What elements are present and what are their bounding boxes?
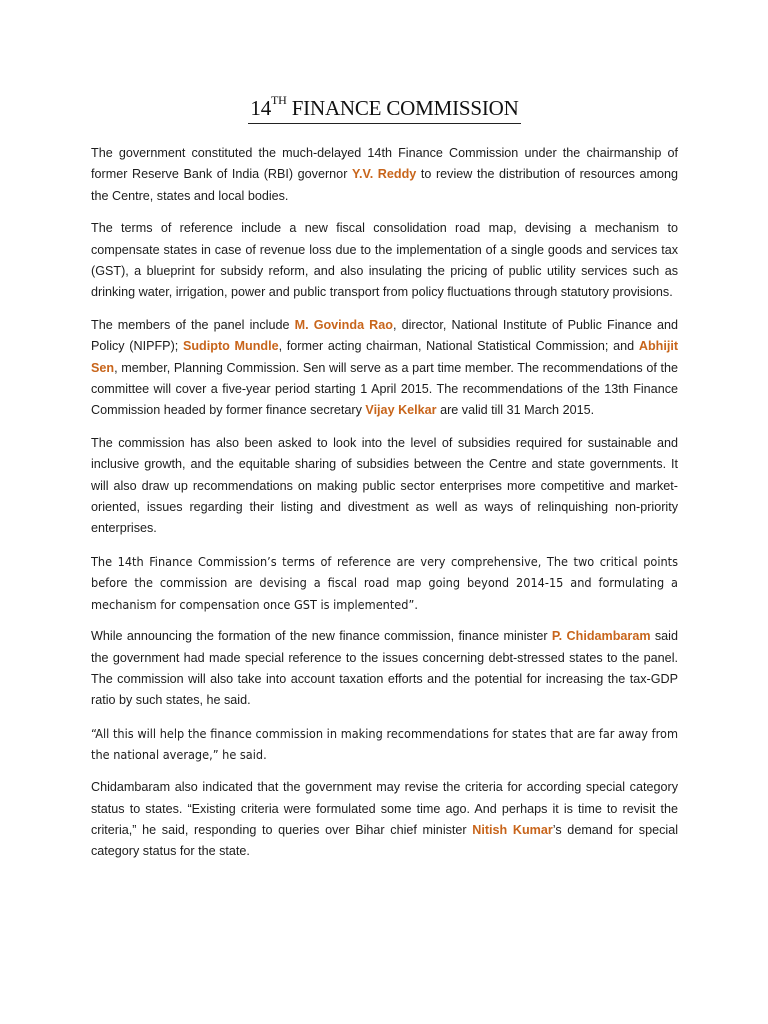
paragraph-text: While announcing the formation of the new finance commission, finance minister [91,629,552,644]
paragraph-7 [91,723,678,766]
person-name: Sudipto Mundle [182,339,279,354]
paragraph-8 [91,777,678,862]
paragraph-text: ’s demand for special category status for the state. [91,822,679,859]
paragraph-6 [91,626,678,711]
paragraph-text: to review the distribution of resources among the Centre, states and local bodies. [91,167,678,203]
paragraph-text: The terms of reference include a new fiscal consolidation road map, devising a mechanism to compensate states in case of revenue loss due to the implementation of a single goods and services tax (GST), a blueprint for subsidy reform, and also insulating the pricing of public utility services such as drinking water, irrigation, power and public transport from policy fluctuations through statutory provisions. [91,221,678,300]
person-name: P. Chidambaram [551,629,651,644]
paragraph-text: said the government had made special reference to the issues concerning debt-stressed states to the panel. The commission will also take into account taxation efforts and the potential for increasing the tax-GDP ratio by such states, he said. [91,629,678,708]
title-number: 14 [250,96,272,120]
paragraph-text: The commission has also been asked to look into the level of subsidies required for sustainable and inclusive growth, and the equitable sharing of subsidies between the Centre and state governments. It will also draw up recommendations on making public sector enterprises more competitive and market-oriented, issues regarding their listing and divestment as well as ways of relinquishing non-priority enterprises. [91,436,678,536]
person-name: M. Govinda Rao [294,318,393,333]
person-name: Y.V. Reddy [351,167,417,182]
person-name: Vijay Kelkar [365,403,437,418]
paragraph-1 [91,143,678,207]
document-title [91,93,678,124]
paragraph-text: The government constituted the much-delayed 14th Finance Commission under the chairmanship of former Reserve Bank of India (RBI) governor [91,146,678,182]
paragraph-text: , member, Planning Commission. Sen will serve as a part time member. The recommendations of the committee will cover a five-year period starting 1 April 2015. The recommendations of the 13th Finance Commission headed by former finance secretary [91,360,678,418]
title-text: FINANCE COMMISSION [291,96,519,120]
title-ordinal-suffix: TH [271,93,287,107]
person-name: Nitish Kumar [472,822,553,837]
paragraph-4 [91,433,678,539]
paragraph-text: , director, National Institute of Public Finance and Policy (NIPFP); [91,318,678,354]
paragraph-text: “All this will help the finance commission in making recommendations for states that are far away from the national average,” he said. [91,726,678,763]
paragraph-text: The members of the panel include [91,318,295,333]
paragraph-text: are valid till 31 March 2015. [436,403,595,418]
paragraph-5 [91,551,678,615]
paragraph-text: , former acting chairman, National Statistical Commission; and [278,339,639,354]
paragraph-3 [91,315,678,421]
document-body [91,143,678,874]
title-heading [248,93,520,124]
paragraph-text: Chidambaram also indicated that the government may revise the criteria for according special category status to states. “Existing criteria were formulated some time ago. And perhaps it is time to revisit the criteria,” he said, responding to queries over Bihar chief minister [91,780,678,837]
paragraph-2 [91,218,678,303]
person-name: Abhijit Sen [91,339,679,375]
paragraph-text: The 14th Finance Commission’s terms of reference are very comprehensive, The two critical points before the commission are devising a fiscal road map going beyond 2014-15 and formulating a mechanism for compensation once GST is implemented”. [91,554,678,612]
